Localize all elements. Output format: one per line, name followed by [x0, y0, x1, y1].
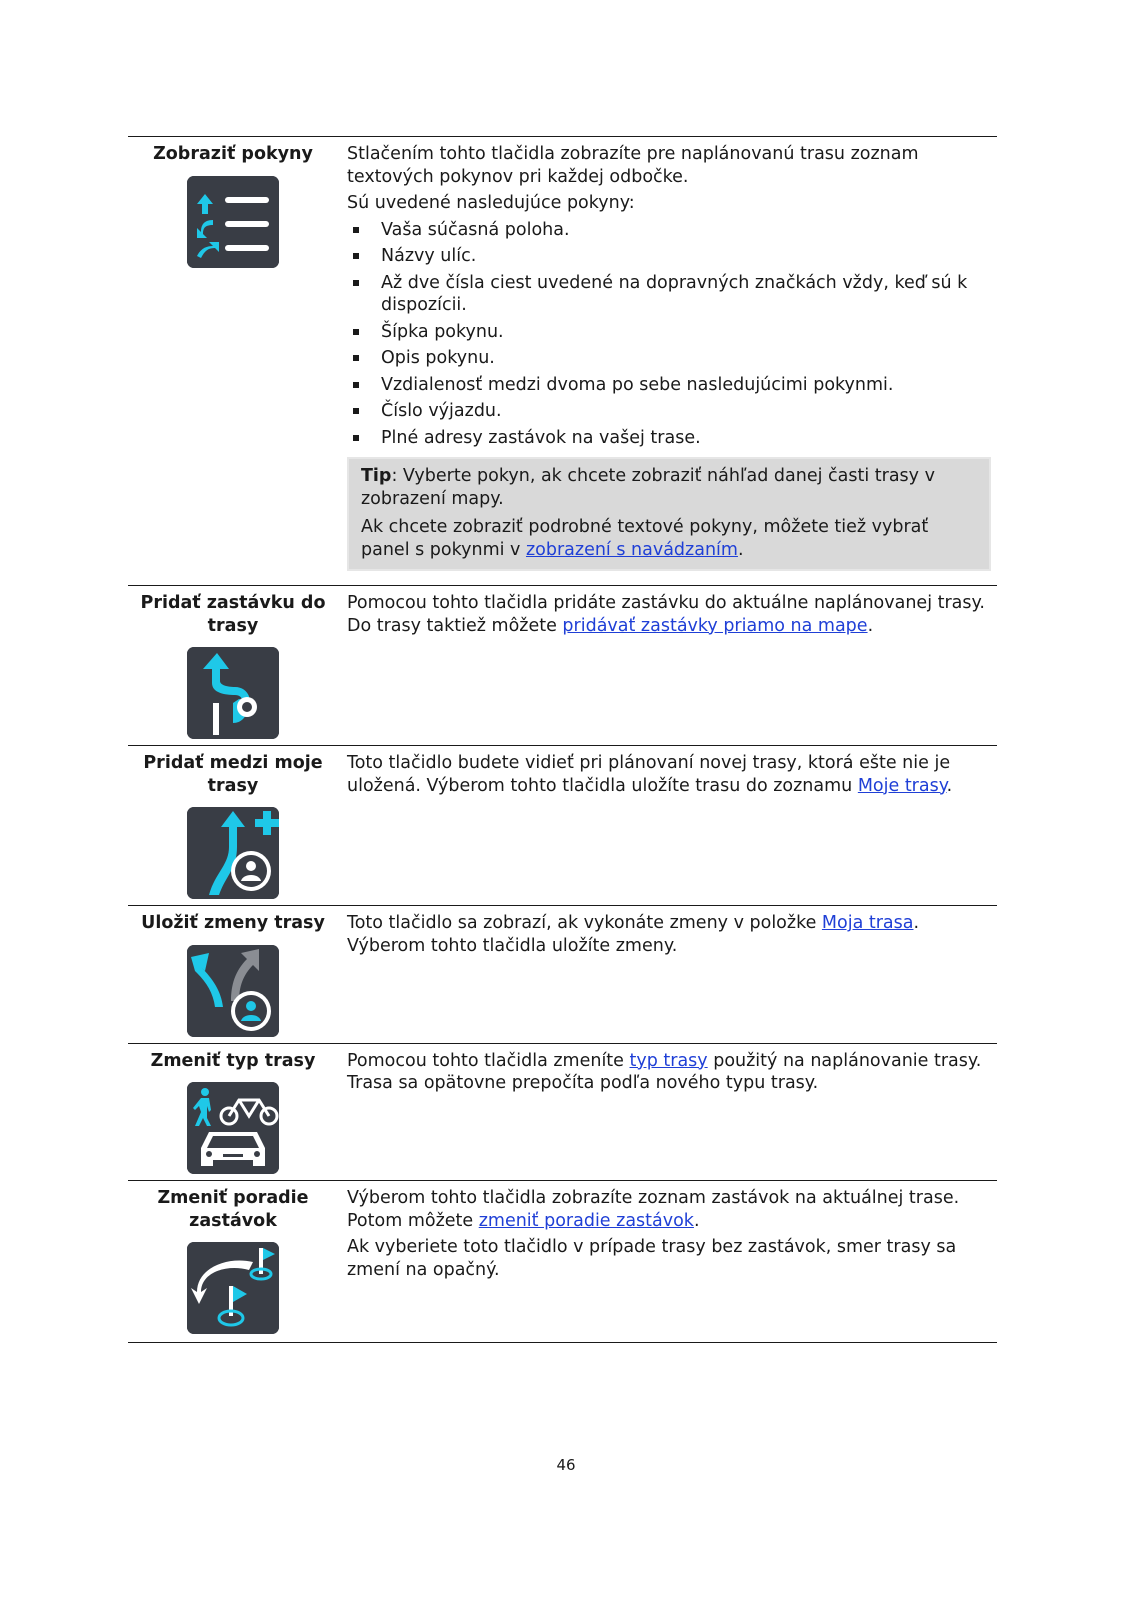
- list-item: Číslo výjazdu.: [347, 400, 991, 423]
- description-cell: [339, 1181, 997, 1342]
- description-cell: [339, 746, 997, 905]
- text-before: Pomocou tohto tlačidla pridáte zastávku do aktuálne naplánovanej trasy. Do trasy taktiež môžete: [347, 593, 985, 636]
- description-text: Stlačením tohto tlačidla zobrazíte pre naplánovanú trasu zoznam textových pokynov pri každej odbočke.: [347, 144, 919, 187]
- route-type-link[interactable]: typ trasy: [629, 1050, 708, 1071]
- text-before: Výberom tohto tlačidla zobrazíte zoznam zastávok na aktuálnej trase. Potom môžete: [347, 1188, 960, 1231]
- table-row: [128, 137, 997, 586]
- button-title: Pridať medzi moje trasy: [143, 753, 323, 796]
- my-routes-link[interactable]: Moje trasy: [857, 775, 947, 796]
- description-text: [347, 752, 991, 797]
- tip2-before: Ak chcete zobraziť podrobné textové pokyny, môžete tiež vybrať panel s pokynmi v: [361, 517, 929, 560]
- button-title: Pridať zastávku do trasy: [140, 593, 326, 636]
- list-item: Až dve čísla ciest uvedené na dopravných značkách vždy, keď sú k dispozícii.: [347, 272, 991, 317]
- description-cell: [339, 586, 997, 745]
- description-cell: [339, 1044, 997, 1181]
- tip-label: Tip: [361, 466, 392, 486]
- table-row: [128, 1181, 997, 1343]
- list-item: Šípka pokynu.: [347, 321, 991, 344]
- text-before: Toto tlačidlo sa zobrazí, ak vykonáte zmeny v položke: [347, 913, 822, 933]
- my-route-link[interactable]: Moja trasa: [821, 913, 914, 933]
- add-stops-on-map-link[interactable]: pridávať zastávky priamo na mape: [562, 615, 868, 636]
- tip2-after: .: [737, 539, 744, 560]
- description-text: [347, 1050, 991, 1095]
- description-text: Sú uvedené nasledujúce pokyny:: [347, 193, 635, 213]
- button-cell: [128, 746, 339, 905]
- text-before: Pomocou tohto tlačidla zmeníte: [347, 1050, 630, 1071]
- button-cell: [128, 1181, 339, 1342]
- button-title: Zmeniť poradie zastávok: [157, 1188, 309, 1231]
- table-row: [128, 746, 997, 906]
- description-cell: [339, 137, 997, 585]
- description-text: Ak vyberiete toto tlačidlo v prípade trasy bez zastávok, smer trasy sa zmení na opačný.: [347, 1237, 957, 1280]
- description-cell: [339, 906, 997, 1043]
- button-title: Uložiť zmeny trasy: [141, 913, 325, 933]
- text-after: použitý na naplánovanie trasy. Trasa sa opätovne prepočíta podľa nového typu trasy.: [347, 1050, 982, 1093]
- change-route-type-icon: [187, 1082, 279, 1174]
- reorder-stops-link[interactable]: zmeniť poradie zastávok: [478, 1210, 694, 1231]
- button-title: Zobraziť pokyny: [153, 144, 313, 164]
- add-stop-icon: [187, 647, 279, 739]
- button-cell: [128, 906, 339, 1043]
- text-after: .: [693, 1210, 700, 1231]
- description-text: [347, 592, 991, 637]
- button-title: Zmeniť typ trasy: [150, 1050, 316, 1071]
- list-item: Vaša súčasná poloha.: [347, 219, 991, 242]
- list-item: Opis pokynu.: [347, 347, 991, 370]
- text-after: .: [867, 615, 874, 636]
- tip-text-2: [361, 516, 975, 561]
- list-item: Vzdialenosť medzi dvoma po sebe nasledujúcimi pokynmi.: [347, 374, 991, 397]
- tip-box: [347, 457, 991, 571]
- button-cell: [128, 586, 339, 745]
- table-row: [128, 1044, 997, 1182]
- table-row: [128, 586, 997, 746]
- guidance-view-link[interactable]: zobrazení s navádzaním: [525, 539, 738, 560]
- text-after: . Výberom tohto tlačidla uložíte zmeny.: [347, 913, 920, 956]
- text-before: Toto tlačidlo budete vidieť pri plánovaní novej trasy, ktorá ešte nie je uložená. Výberom tohto tlačidla uložíte trasu do zoznamu: [347, 753, 951, 796]
- list-item: Plné adresy zastávok na vašej trase.: [347, 427, 991, 450]
- text-after: .: [946, 775, 953, 796]
- directions-list-icon: [187, 176, 279, 268]
- features-table: [128, 136, 997, 1343]
- list-item: Názvy ulíc.: [347, 245, 991, 268]
- add-to-my-routes-icon: [187, 807, 279, 899]
- button-cell: [128, 1044, 339, 1181]
- page-number: 46: [556, 1456, 576, 1474]
- table-row: [128, 906, 997, 1044]
- description-text: [347, 1187, 991, 1232]
- tip-body: : Vyberte pokyn, ak chcete zobraziť náhľad danej časti trasy v zobrazení mapy.: [361, 466, 935, 509]
- description-text: [347, 912, 991, 957]
- tip-text: [361, 465, 975, 510]
- save-route-changes-icon: [187, 945, 279, 1037]
- button-cell: [128, 137, 339, 585]
- instructions-list: [347, 219, 991, 450]
- reorder-stops-icon: [187, 1242, 279, 1334]
